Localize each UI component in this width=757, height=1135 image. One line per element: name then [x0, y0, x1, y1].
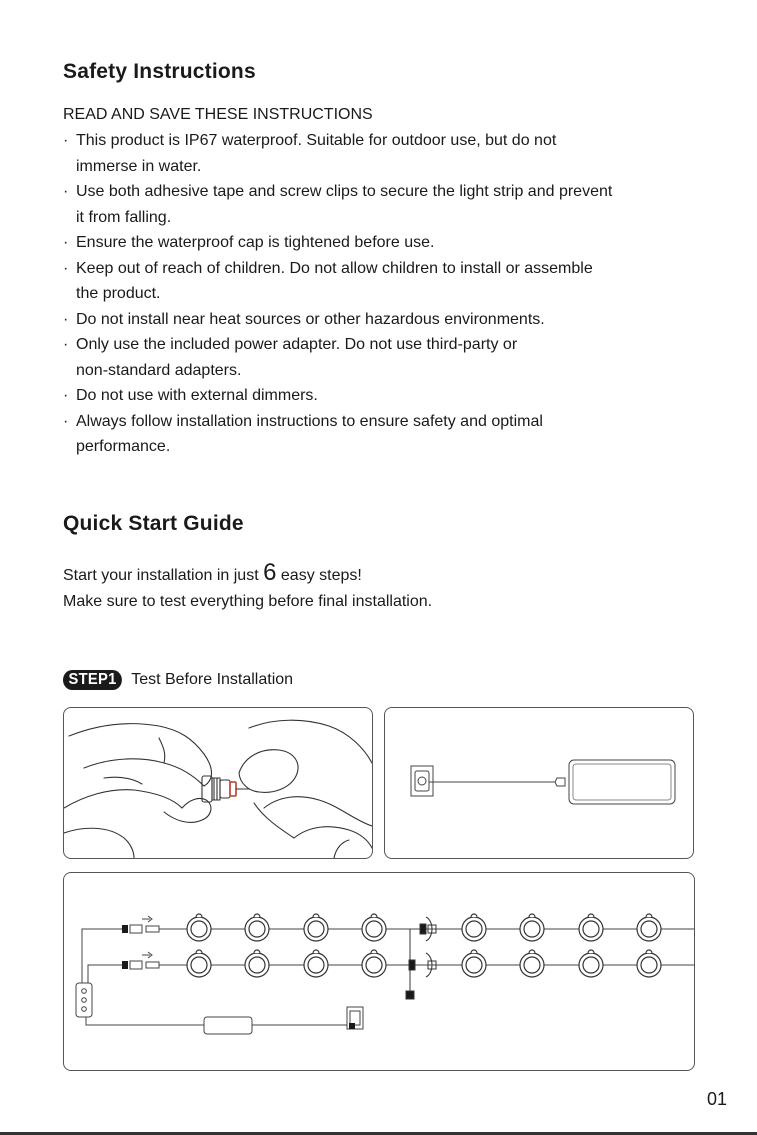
bullet-text: Ensure the waterproof cap is tightened before use.	[76, 234, 435, 251]
bullet-text: Only use the included power adapter. Do not use third-party or	[76, 336, 518, 353]
bullet-text: non-standard adapters.	[76, 361, 242, 379]
puck-light-icon	[304, 914, 328, 941]
safety-bullet-7	[63, 383, 703, 409]
read-save-heading: READ AND SAVE THESE INSTRUCTIONS	[63, 106, 373, 123]
bullet-text: Do not install near heat sources or other hazardous environments.	[76, 310, 545, 328]
adapter-outlet-panel	[384, 707, 694, 859]
puck-light-icon	[362, 950, 386, 977]
bullet-text: Keep out of reach of children. Do not allow children to install or assemble	[76, 259, 593, 277]
safety-bullet-list	[63, 128, 703, 460]
puck-light-icon	[304, 950, 328, 977]
bullet-dot: ·	[63, 412, 69, 430]
puck-light-icon	[245, 914, 269, 941]
puck-light-icon	[245, 950, 269, 977]
puck-light-icon	[637, 950, 661, 977]
power-adapter-brick	[569, 760, 675, 804]
step1-header	[63, 668, 293, 692]
adapter-box	[204, 1017, 252, 1034]
puck-light-icon	[579, 914, 603, 941]
safety-bullet-1	[63, 128, 703, 179]
safety-bullet-2	[63, 179, 703, 230]
bullet-text: Always follow installation instructions to ensure safety and optimal	[76, 412, 543, 430]
safety-bullet-8	[63, 409, 703, 460]
safety-bullet-6	[63, 332, 703, 383]
safety-bullet-4	[63, 256, 703, 307]
bullet-text: performance.	[76, 438, 171, 455]
puck-light-icon	[520, 914, 544, 941]
hands-connecting-plug-illustration	[64, 708, 372, 858]
step1-label: Test Before Installation	[131, 671, 294, 688]
splitter-connector	[406, 917, 436, 999]
safety-instructions-title: Safety Instructions	[63, 60, 256, 83]
bullet-text: immerse in water.	[76, 157, 202, 175]
puck-light-icon	[187, 950, 211, 977]
bullet-text: Use both adhesive tape and screw clips to secure the light strip and prevent	[76, 183, 613, 200]
puck-light-icon	[462, 950, 486, 977]
power-adapter-illustration	[385, 708, 693, 858]
intro-step-count: 6	[263, 559, 277, 586]
bullet-dot: ·	[63, 183, 69, 200]
bullet-text: This product is IP67 waterproof. Suitable for outdoor use, but do not	[76, 132, 557, 149]
bullet-dot: ·	[63, 336, 69, 353]
quick-start-intro	[63, 559, 362, 589]
quick-start-note: Make sure to test everything before final installation.	[63, 593, 433, 610]
bullet-text: Do not use with external dimmers.	[76, 387, 318, 404]
puck-light-icon	[520, 950, 544, 977]
controller-box	[76, 983, 92, 1017]
bullet-dot: ·	[63, 234, 69, 251]
page-number: 01	[706, 1089, 727, 1109]
intro-suffix: easy steps!	[276, 567, 362, 584]
bullet-text: it from falling.	[76, 208, 172, 226]
strip-light-layout-panel	[63, 872, 695, 1071]
bullet-text: the product.	[76, 285, 161, 302]
connector-illustration-panel	[63, 707, 373, 859]
bullet-dot: ·	[63, 387, 69, 404]
light-strip-wiring-diagram	[64, 873, 694, 1070]
puck-light-icon	[462, 914, 486, 941]
safety-bullet-3	[63, 230, 703, 256]
bullet-dot: ·	[63, 132, 69, 149]
bullet-dot: ·	[63, 259, 69, 277]
intro-prefix: Start your installation in just	[63, 567, 264, 584]
puck-light-icon	[362, 914, 386, 941]
puck-light-icon	[579, 950, 603, 977]
quick-start-title: Quick Start Guide	[63, 512, 244, 535]
step1-badge: STEP1	[63, 670, 122, 690]
puck-light-icon	[187, 914, 211, 941]
safety-bullet-5	[63, 307, 703, 333]
bullet-dot: ·	[63, 310, 69, 328]
light-pucks-row-2	[187, 950, 661, 977]
puck-light-icon	[637, 914, 661, 941]
